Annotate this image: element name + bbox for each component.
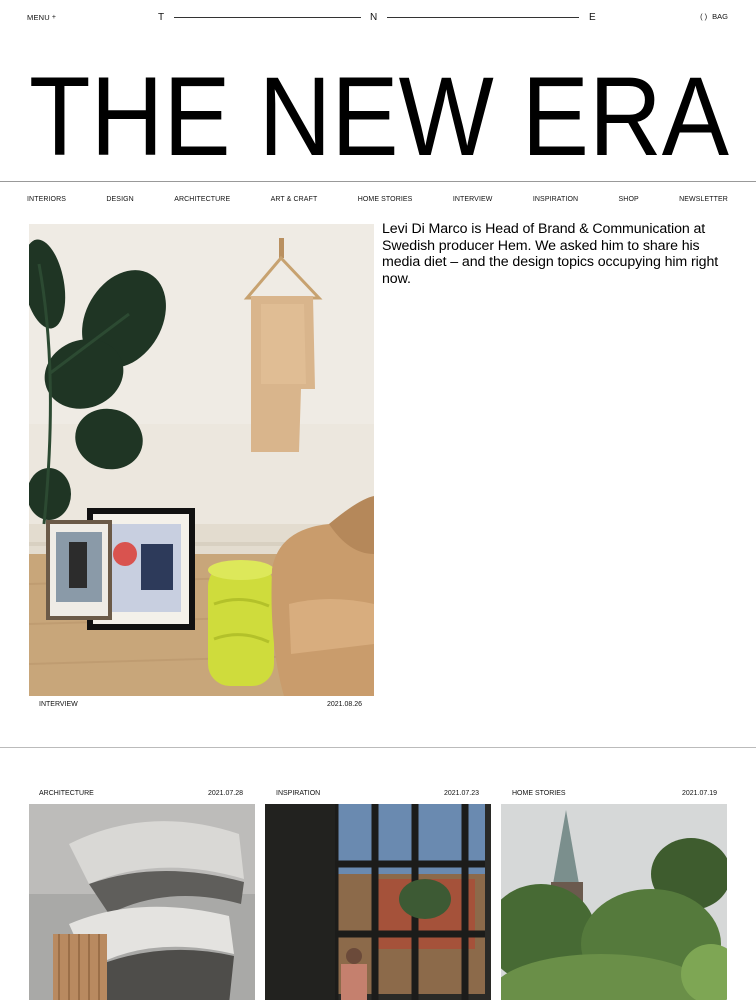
nav-letter-n[interactable]: N <box>370 12 378 23</box>
site-logo[interactable] <box>26 58 732 170</box>
plus-icon: + <box>51 14 57 21</box>
interior-window-illustration <box>265 804 491 1000</box>
church-trees-illustration <box>501 804 727 1000</box>
bag-label: BAG <box>712 12 728 21</box>
nav-inspiration[interactable]: INSPIRATION <box>532 196 579 203</box>
hero-category-tag[interactable]: INTERVIEW <box>39 701 78 708</box>
hero-illustration <box>29 224 374 696</box>
divider-line <box>387 17 579 18</box>
nav-art-craft[interactable]: ART & CRAFT <box>270 196 318 203</box>
card-image-home-stories[interactable] <box>501 804 727 1000</box>
card-category-tag[interactable]: INSPIRATION <box>276 790 321 797</box>
nav-letter-t[interactable]: T <box>158 12 165 23</box>
bag-count-brackets: ( ) <box>700 12 708 21</box>
card-image-inspiration[interactable] <box>265 804 491 1000</box>
hero-image[interactable] <box>29 224 374 696</box>
card-image-architecture[interactable] <box>29 804 255 1000</box>
bag-button[interactable] <box>700 12 728 21</box>
logo-text: THE NEW ERA <box>29 58 730 170</box>
nav-letter-e[interactable]: E <box>589 12 596 23</box>
section-divider <box>0 747 756 748</box>
card-date: 2021.07.19 <box>682 790 718 797</box>
nav-interiors[interactable]: INTERIORS <box>27 196 67 203</box>
card-date: 2021.07.28 <box>208 790 244 797</box>
staircase-illustration <box>29 804 255 1000</box>
logo-wordmark <box>26 58 732 170</box>
menu-label: MENU <box>27 13 50 22</box>
nav-home-stories[interactable]: HOME STORIES <box>357 196 413 203</box>
card-category-tag[interactable]: ARCHITECTURE <box>39 790 94 797</box>
nav-design[interactable]: DESIGN <box>106 196 134 203</box>
menu-button[interactable] <box>27 13 56 22</box>
nav-architecture[interactable]: ARCHITECTURE <box>174 196 231 203</box>
nav-shop[interactable]: SHOP <box>618 196 639 203</box>
nav-interview[interactable]: INTERVIEW <box>452 196 493 203</box>
card-category-tag[interactable]: HOME STORIES <box>512 790 566 797</box>
top-bar <box>0 0 756 36</box>
hero-date: 2021.08.26 <box>327 701 363 708</box>
nav-divider <box>0 181 756 182</box>
main-nav <box>27 196 728 203</box>
card-date: 2021.07.23 <box>444 790 480 797</box>
hero-article-excerpt[interactable]: Levi Di Marco is Head of Brand & Communication at Swedish producer Hem. We asked him to share his media diet – and the design topics occupying him right now. <box>382 221 719 287</box>
nav-newsletter[interactable]: NEWSLETTER <box>679 196 728 203</box>
divider-line <box>174 17 361 18</box>
